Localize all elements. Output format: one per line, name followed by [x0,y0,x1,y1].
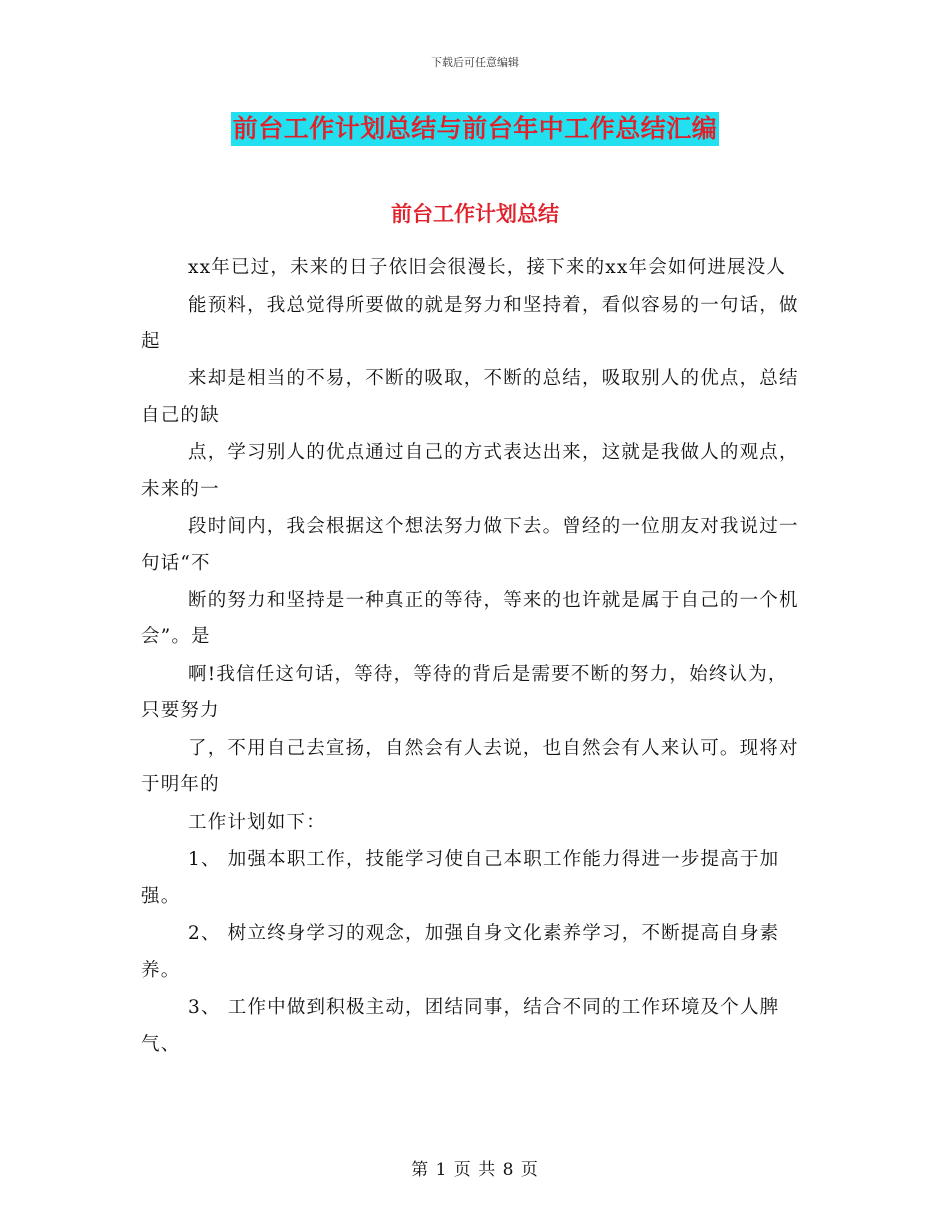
paragraph: xx年已过，未来的日子依旧会很漫长，接下来的xx年会如何进展没人 [188,257,787,278]
paragraph: 啊!我信任这句话，等待，等待的背后是需要不断的努力，始终认为，只要努力 [141,664,788,722]
paragraph: 了，不用自己去宣扬，自然会有人去说，也自然会有人来认可。现将对于明年的 [141,737,799,796]
paragraph: 断的努力和坚持是一种真正的等待，等来的也许就是属于自己的一个机会”。是 [141,590,799,648]
paragraph: 段时间内，我会根据这个想法努力做下去。曾经的一位朋友对我说过一句话“不 [141,516,799,574]
list-item: 1、 加强本职工作，技能学习使自己本职工作能力得进一步提高于加强。 [141,849,780,907]
document-title: 前台工作计划总结与前台年中工作总结汇编 [231,112,720,146]
paragraph: 来却是相当的不易，不断的吸取，不断的总结，吸取别人的优点，总结自己的缺 [141,368,799,426]
paragraph: 工作计划如下： [188,811,326,833]
header-note: 下载后可任意编辑 [431,56,519,69]
body-text [141,250,801,1063]
document-title-container [0,112,950,146]
page-footer: 第 1 页 共 8 页 [411,1160,539,1180]
list-item: 2、 树立终身学习的观念，加强自身文化素养学习，不断提高自身素养。 [141,923,780,981]
paragraph: 能预料，我总觉得所要做的就是努力和坚持着，看似容易的一句话，做起 [141,294,799,352]
list-item: 3、 工作中做到积极主动，团结同事，结合不同的工作环境及个人脾气、 [141,997,780,1055]
section-title: 前台工作计划总结 [391,202,559,226]
paragraph: 点，学习别人的优点通过自己的方式表达出来，这就是我做人的观点，未来的一 [141,442,799,500]
